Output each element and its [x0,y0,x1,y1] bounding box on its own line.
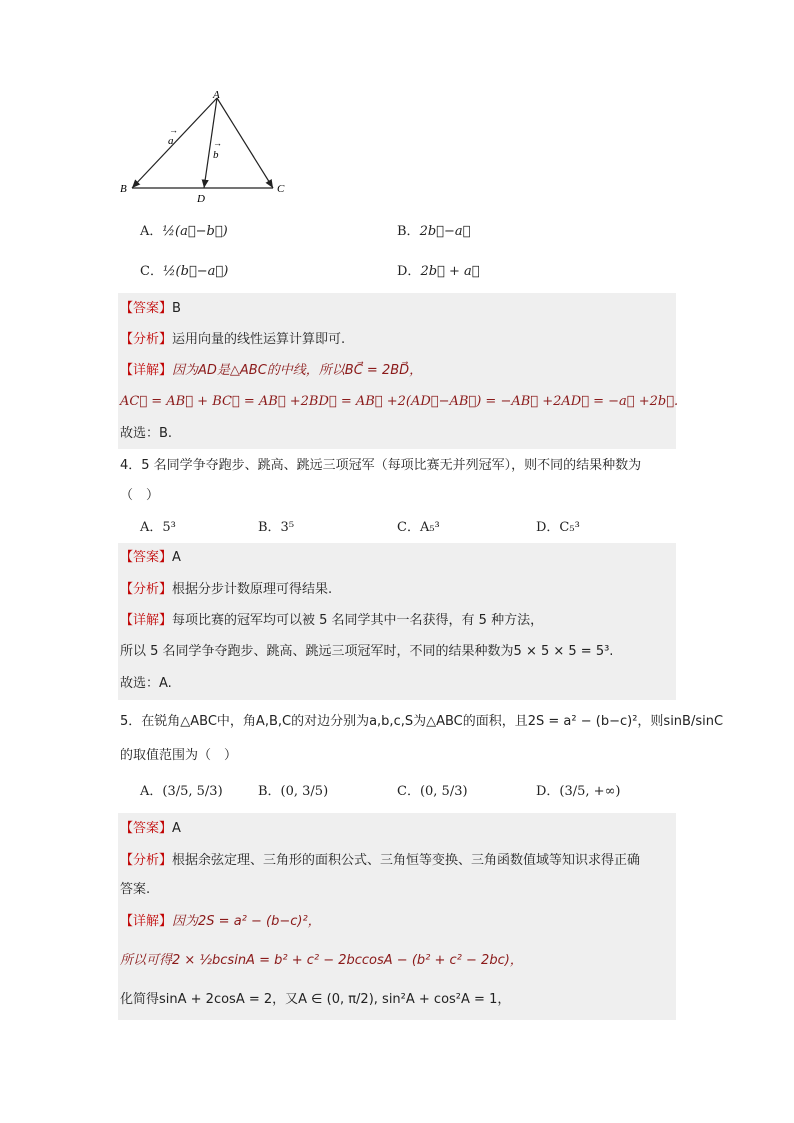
q5-option-C: C．(0, 5/3) [397,784,468,799]
label-b: b [213,149,219,161]
q5-detail-3: 化简得sinA + 2cosA = 2，又A ∈ (0, π/2), sin²A + cos²A = 1， [120,992,511,1007]
q5-answer: 【答案】A [120,821,181,836]
q4-detail-2: 所以 5 名同学争夺跑步、跳高、跳远三项冠军时，不同的结果种数为5 × 5 × 5 = 5³. [120,644,614,659]
q4-conclusion: 故选：A. [120,676,172,691]
q3-option-A: A．½(a⃗−b⃗) [140,224,228,239]
label-A: A [213,89,220,101]
label-B: B [120,183,127,195]
q4-stem-line1: 4．5 名同学争夺跑步、跳高、跳远三项冠军（每项比赛无并列冠军），则不同的结果种数为 [120,458,642,473]
label-a: a [168,135,174,147]
svg-text:→: → [169,125,178,135]
q4-answer: 【答案】A [120,550,181,565]
q5-detail-1: 【详解】因为2S = a² − (b−c)²， [120,914,321,929]
q3-detail-1: 【详解】因为AD是△ABC的中线，所以BC⃗ = 2BD⃗， [120,363,423,378]
q3-option-D: D．2b⃗ + a⃗ [397,264,480,279]
q4-analysis: 【分析】根据分步计数原理可得结果. [120,582,333,597]
q5-stem-line1: 5．在锐角△ABC中，角A,B,C的对边分别为a,b,c,S为△ABC的面积，且2S = a² − (b−c)²，则sinB/sinC [120,714,724,729]
q5-analysis-2: 答案. [120,882,151,897]
q3-option-C: C．½(b⃗−a⃗) [140,264,229,279]
q5-option-A: A．(3/5, 5/3) [140,784,223,799]
q3-detail-2: AC⃗ = AB⃗ + BC⃗ = AB⃗ +2BD⃗ = AB⃗ +2(AD⃗−AB⃗) = −AB⃗ +2AD⃗ = −a⃗ +2b⃗. [120,394,679,409]
label-D: D [197,193,205,205]
q4-option-C: C．A₅³ [397,520,440,535]
vector-AB [132,98,217,188]
svg-text:→: → [213,138,222,148]
q3-analysis: 【分析】运用向量的线性运算计算即可. [120,332,346,347]
q5-stem-line2: 的取值范围为（ ） [120,748,238,763]
q5-detail-2: 所以可得2 × ½bcsinA = b² + c² − 2bccosA − (b² + c² − 2bc)， [120,953,523,968]
label-C: C [277,183,285,195]
vector-AC [217,98,273,188]
q3-answer: 【答案】B [120,301,181,316]
q5-option-B: B．(0, 3/5) [258,784,329,799]
triangle-figure [112,86,292,206]
q5-analysis-1: 【分析】根据余弦定理、三角形的面积公式、三角恒等变换、三角函数值域等知识求得正确 [120,853,641,868]
q4-option-B: B．3⁵ [258,520,295,535]
q4-detail-1: 【详解】每项比赛的冠军均可以被 5 名同学其中一名获得，有 5 种方法， [120,613,544,628]
q3-conclusion: 故选：B. [120,426,173,441]
q3-option-B: B．2b⃗−a⃗ [397,224,471,239]
q5-option-D: D．(3/5, +∞) [536,784,621,799]
q4-option-A: A．5³ [140,520,176,535]
q4-stem-line2: （ ） [120,488,160,503]
q4-option-D: D．C₅³ [536,520,580,535]
